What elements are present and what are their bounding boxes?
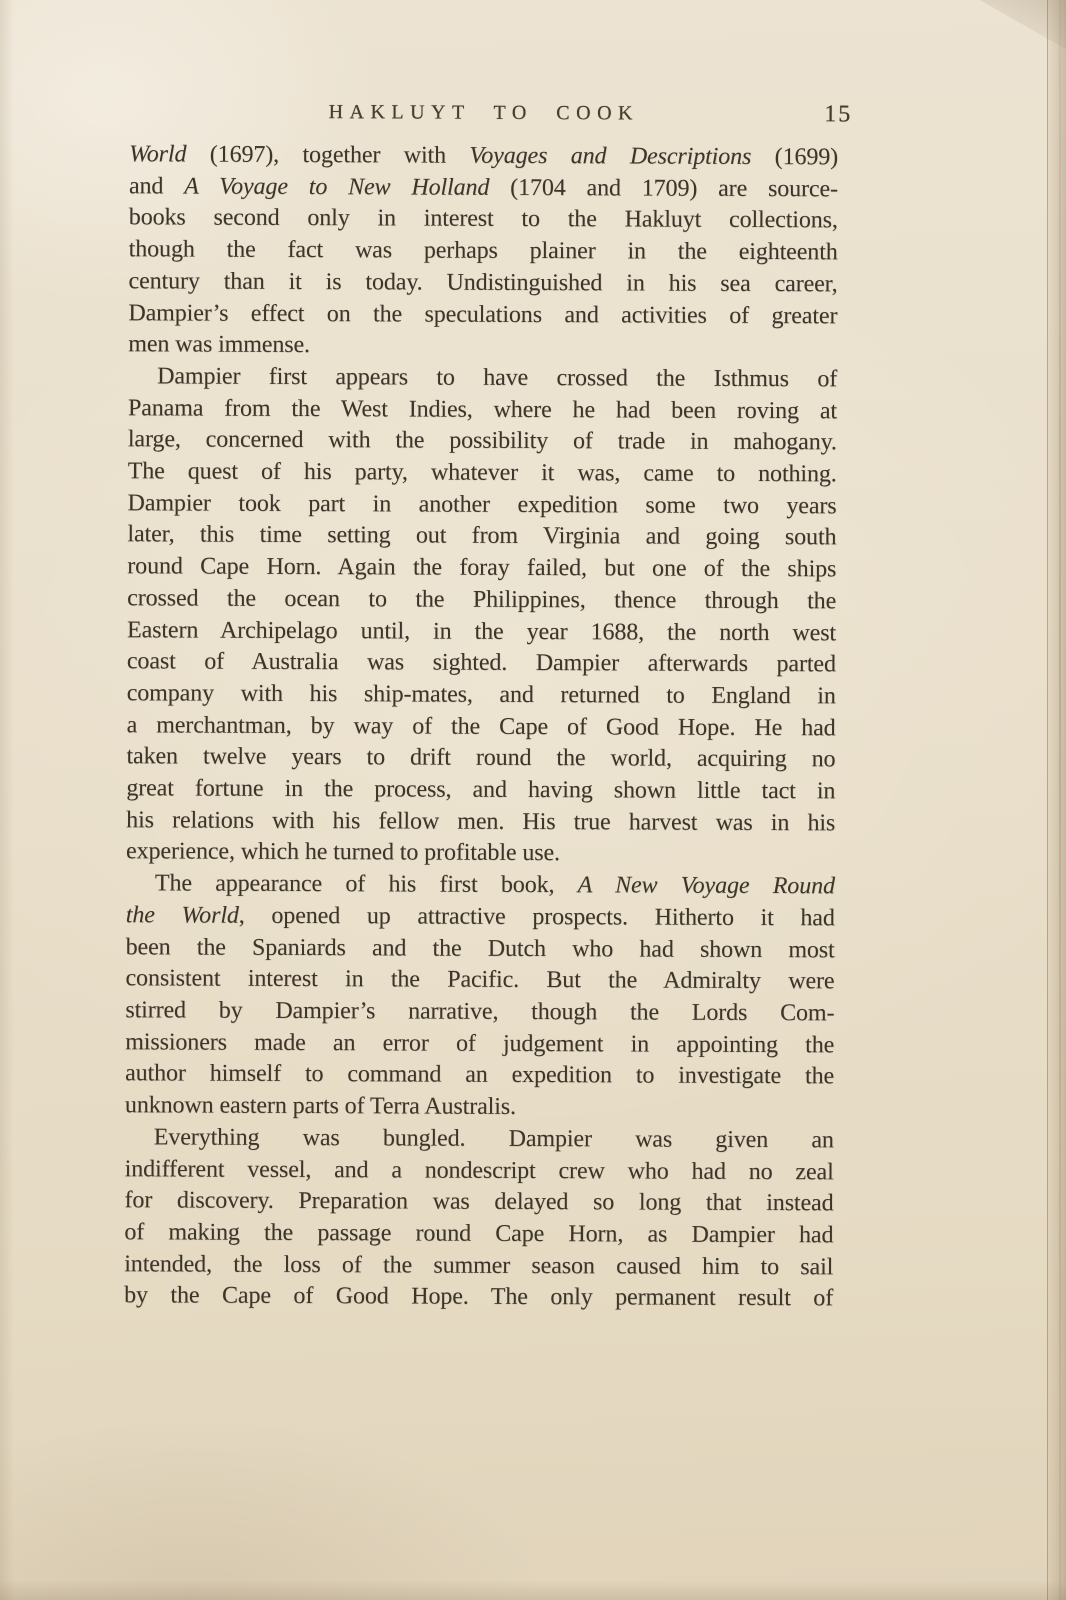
- text-block: [124, 139, 838, 1315]
- text-segment: Dampier took part in another expedition some two years: [127, 489, 837, 520]
- text-segment: The quest of his party, whatever it was, came to nothing.: [127, 458, 837, 488]
- text-segment: men was immense.: [128, 331, 311, 359]
- text-line: [127, 646, 836, 681]
- text-line: [128, 488, 837, 523]
- text-segment: company with his ship-mates, and returned to England in: [126, 680, 836, 710]
- text-line: [129, 139, 838, 174]
- text-segment: large, concerned with the possibility of trade in mahogany.: [127, 426, 837, 456]
- text-segment: (1699): [751, 143, 839, 171]
- text-line: [128, 266, 837, 301]
- text-line: [126, 742, 835, 777]
- text-line: [128, 425, 837, 460]
- text-segment: great fortune in the process, and having shown little tact in: [126, 775, 836, 805]
- text-line: [127, 615, 836, 650]
- text-segment: Dampier’s effect on the speculations and activities of greater: [128, 299, 838, 329]
- text-segment: for discovery. Preparation was delayed so long that instead: [124, 1187, 834, 1217]
- text-segment: experience, which he turned to profitable use.: [126, 838, 561, 867]
- text-segment: his relations with his fellow men. His true harvest was in his: [126, 806, 836, 837]
- text-line: [128, 361, 837, 396]
- text-segment: by the Cape of Good Hope. The only permanent result of: [124, 1282, 834, 1312]
- text-segment: Everything was bungled. Dampier was given an: [153, 1124, 834, 1154]
- text-segment: books second only in interest to the Hakluyt collections,: [128, 204, 838, 234]
- text-line: [124, 1217, 833, 1252]
- text-line: [127, 551, 836, 586]
- italic-text-segment: A Voyage to New Holland: [184, 173, 490, 201]
- text-line: [128, 456, 837, 491]
- text-line: [124, 1249, 833, 1284]
- text-segment: later, this time setting out from Virginia and going south: [127, 521, 837, 551]
- text-line: [128, 298, 837, 333]
- text-line: [125, 1122, 834, 1157]
- text-segment: unknown eastern parts of Terra Australis.: [124, 1092, 517, 1121]
- text-segment: missioners made an error of judgement in appointing the: [125, 1028, 835, 1059]
- text-line: [126, 837, 835, 872]
- text-segment: indifferent vessel, and a nondescript crew who had no zeal: [124, 1155, 834, 1185]
- italic-text-segment: Voyages and Descriptions: [469, 142, 752, 170]
- text-segment: Panama from the West Indies, where he had been roving at: [127, 394, 838, 424]
- text-segment: round Cape Horn. Again the foray failed, but one of the ships: [127, 553, 837, 583]
- text-line: [126, 868, 835, 903]
- text-line: [125, 1090, 834, 1125]
- text-segment: though the fact was perhaps plainer in the eighteenth: [128, 236, 838, 266]
- text-segment: stirred by Dampier’s narrative, though the Lords Com-: [125, 997, 835, 1027]
- text-segment: (1697), together with: [186, 141, 470, 169]
- text-segment: taken twelve years to drift round the world, acquiring no: [126, 743, 836, 773]
- text-segment: consistent interest in the Pacific. But the Admiralty were: [125, 965, 835, 995]
- text-segment: coast of Australia was sighted. Dampier afterwards parted: [126, 648, 836, 678]
- text-line: [125, 964, 834, 999]
- text-segment: a merchantman, by way of the Cape of Good Hope. He had: [126, 711, 836, 741]
- text-segment: (1704 and 1709) are source-: [489, 174, 839, 203]
- italic-text-segment: A New Voyage Round: [577, 872, 835, 900]
- text-segment: , opened up attractive prospects. Hitherto it had: [238, 902, 835, 932]
- text-segment: Eastern Archipelago until, in the year 1688, the north west: [126, 616, 837, 646]
- text-segment: The appearance of his first book,: [154, 870, 578, 899]
- text-line: [129, 203, 838, 238]
- italic-text-segment: World: [129, 141, 187, 168]
- text-line: [126, 805, 835, 840]
- text-line: [127, 520, 836, 555]
- page-number: 15: [824, 101, 853, 128]
- text-line: [124, 1281, 833, 1316]
- text-segment: of making the passage round Cape Horn, as Dampier had: [124, 1219, 834, 1249]
- text-segment: been the Spaniards and the Dutch who had shown most: [125, 933, 835, 963]
- text-segment: and: [128, 172, 185, 200]
- text-segment: crossed the ocean to the Philippines, thence through the: [127, 585, 837, 615]
- text-line: [126, 900, 835, 935]
- text-segment: intended, the loss of the summer season caused him to sail: [124, 1250, 834, 1280]
- text-line: [125, 1059, 834, 1094]
- text-line: [125, 1154, 834, 1189]
- text-segment: Dampier first appears to have crossed the Isthmus of: [157, 363, 838, 393]
- text-segment: century than it is today. Undistinguished in his sea career,: [128, 268, 838, 298]
- italic-text-segment: the World: [125, 902, 239, 929]
- text-line: [128, 329, 837, 364]
- text-line: [127, 583, 836, 618]
- text-line: [128, 393, 837, 428]
- text-line: [126, 932, 835, 967]
- text-line: [124, 1185, 833, 1220]
- text-segment: author himself to command an expedition to investigate the: [125, 1060, 835, 1090]
- text-line: [129, 171, 838, 206]
- text-line: [127, 678, 836, 713]
- text-line: [129, 234, 838, 269]
- text-line: [127, 710, 836, 745]
- text-line: [126, 773, 835, 808]
- text-line: [125, 1027, 834, 1062]
- running-head: HAKLUYT TO COOK: [328, 101, 640, 125]
- text-line: [125, 995, 834, 1030]
